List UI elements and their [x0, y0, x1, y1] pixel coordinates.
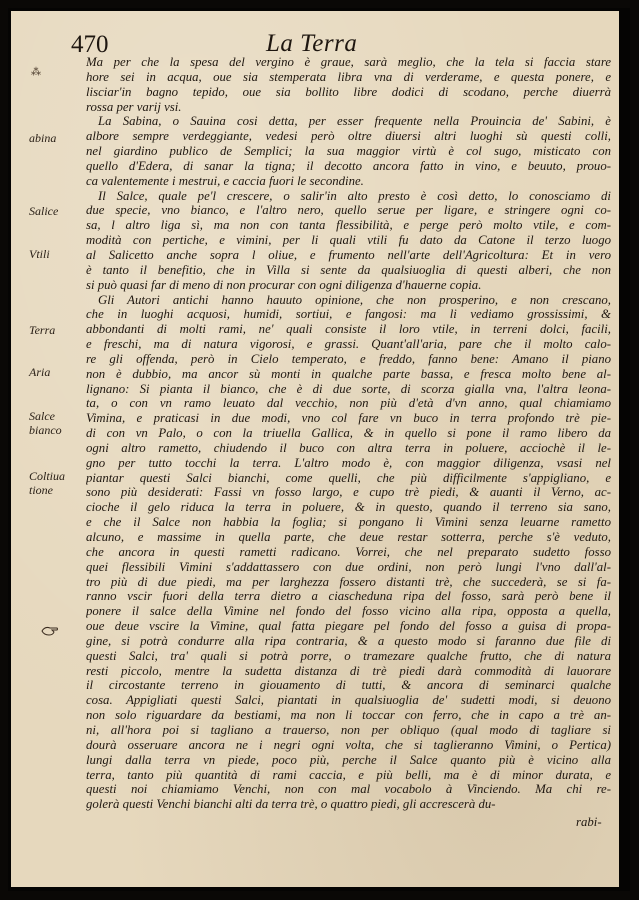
- text-line: ranno vscir fuori della terra dietro a ciascheduna ripa del fosso, sarà però bene il: [86, 589, 611, 604]
- text-line: ni, all'hora poi si tagliano a trauerso, non per obliquo (qual modo di tagliare si: [86, 722, 611, 737]
- text-line: ogni altro rametto, chiudendo il buco con altra terra in poluere, acciochè il le-: [86, 440, 611, 455]
- text-line: cioche il gelo riduca la terra in poluere, & in questo, quando il terreno sia sano,: [86, 500, 611, 515]
- text-line: ponere il salce della Vimine nel fondo del fosso vicino alla ripa, opposta a quella,: [86, 604, 611, 619]
- text-line: ta, o con vn ramo leuato dal vecchio, non più d'età d'vn anno, qual chiamiamo: [86, 396, 611, 411]
- book-page: [11, 11, 619, 887]
- text-line: quello d'Edera, di sanar la tigna; il decotto ancora fatto in vino, e beuuto, prouo-: [86, 158, 611, 173]
- text-line: che in luoghi acquosi, humidi, sortiui, e fangosi: ma li vediamo grossissimi, &: [86, 307, 611, 322]
- text-line: oue deue vscire la Vimine, qual fatta piegare pel fondo del fosso a guisa di propa-: [86, 619, 611, 634]
- text-line: il circostante terreno in giouamento di tutti, & ancora di seminarci qualche: [86, 678, 611, 693]
- text-line: si può quasi far di meno di non procurar con ogni diligenza d'hauerne copia.: [86, 277, 482, 292]
- text-line: re gli offenda, però in Cielo temperato, e freddo, fanno bene: Amano il piano: [86, 351, 611, 366]
- side-note-sabina: abina: [29, 131, 57, 145]
- text-line: resti piccolo, mentre la sudetta distanza di trè piedi darà commodità di lauorare: [86, 663, 611, 678]
- text-line: terra, tanto più quantità di rami caccia, e più belli, ma è di minor durata, e: [86, 767, 611, 782]
- text-line: rossa per varij vsi.: [86, 99, 182, 114]
- pointing-hand-ornament-icon: [41, 623, 59, 639]
- text-line: hore sei in acqua, oue sia stemperata libra vna di verderame, e questa ponere, e: [86, 69, 611, 84]
- side-note-terra: Terra: [29, 323, 56, 337]
- text-line: ca valentemente i mestrui, e caccia fuori le secondine.: [86, 173, 364, 188]
- text-line: due specie, vno bianco, e l'altro nero, quello serue per ligare, e stringere ogni co-: [86, 203, 611, 218]
- text-line: sa, l altro liga sì, ma non con tanta flessibilità, e perge però molto vtile, e com-: [86, 218, 611, 233]
- side-note-salce: Salce: [29, 409, 55, 423]
- text-line: di con vn Palo, o con la triuella Gallica, & in quello si pone il ramo libero da: [86, 426, 611, 441]
- text-line: golerà questi Venchi bianchi alti da terra trè, o quattro piedi, gli accrescerà du-: [86, 797, 496, 812]
- catchword: rabi-: [576, 815, 602, 829]
- text-line: e che il Salce non habbia la foglia; si pongano li Vimini senza leuarne rametto: [86, 515, 611, 530]
- text-line: non è dubbio, ma ancor sù monti in qualche parte bassa, e fresca molto bene al-: [86, 366, 611, 381]
- text-line: La Sabina, o Sauina cosi detta, per esser frequente nella Prouincia de' Sabini, è: [98, 114, 611, 129]
- page-number: 470: [71, 31, 109, 58]
- side-note-bianco: bianco: [29, 423, 62, 437]
- text-line: lungi dalla terra vn piede, poco più, perche il Salce quanto più è vicino alla: [86, 752, 611, 767]
- side-note-salice: Salice: [29, 204, 59, 218]
- text-line: Gli Autori antichi hanno hauuto opinione, che non prosperino, e non crescano,: [98, 292, 611, 307]
- text-line: non solo riguardare da bestiami, ma non li toccar con ferro, che in capo a trè an-: [86, 708, 611, 723]
- text-line: e freschi, ma di natura vigorosi, e grassi. Quant'all'aria, pare che il molto calo-: [86, 337, 611, 352]
- text-line: modità con pertiche, e vimini, per li quali vtili fu dato da Catone il terzo luogo: [86, 233, 611, 248]
- text-line: albore sempre verdeggiante, vedesi però oltre diuersi altri luoghi sù questi colli,: [86, 129, 611, 144]
- text-line: è tanto il benefitio, che in Villa si sente da qualsiuoglia di questi alberi, che non: [86, 262, 611, 277]
- text-line: lignano: Si pianta il bianco, che è di due sorte, di scorza gialla vna, l'altra leona-: [86, 381, 611, 396]
- text-line: abbondanti di molti rami, ne' quali consiste il loro vtile, in terreni dolci, facili,: [86, 322, 611, 337]
- text-line: gine, si potrà condurre alla ripa contraria, & a questo modo si faranno due file di: [86, 633, 611, 648]
- text-line: Ma per che la spesa del vergino è graue, sarà meglio, che la tela si faccia stare: [86, 55, 611, 69]
- text-line: piantar questi Salci bianchi, come quelli, che più difficilmente s'appigliano, e: [86, 470, 611, 485]
- text-line: Il Salce, quale pe'l crescere, o salir'in alto presto è così detto, lo conosciamo di: [98, 188, 611, 203]
- side-note-aria: Aria: [29, 365, 51, 379]
- side-note-coltiua: Coltiua: [29, 469, 66, 483]
- body-text: [86, 55, 611, 812]
- text-line: lisciar'in bagno tepido, oue sia bollito libre dodici di scodano, perche diuerrà: [86, 84, 611, 99]
- text-line: alcuno, e massime in quella parte, che deue restar sotterra, perche s'è veduto,: [86, 530, 611, 544]
- text-line: Vimina, e praticasi in due modi, vno col fare vn buco in terra profondo trè pie-: [86, 411, 611, 426]
- asterisk-ornament-icon: ⁂: [31, 67, 41, 78]
- side-note-utili: Vtili: [29, 247, 50, 261]
- text-line: sono più desiderati: Fassi vn fosso largo, e cupo trè piedi, & auanti il Verno, ac-: [86, 485, 611, 500]
- text-line: questi noi chiamiamo Venchi, non con mal vocabolo à Vinciendo. Ma chi re-: [86, 782, 611, 797]
- text-line: dourà osseruare ancora ne i negri ogni volta, che si taglieranno Vimini, o Pertica): [86, 737, 611, 752]
- text-line: che ancora in questi rametti radicano. Vorrei, che nel preparato sudetto fosso: [86, 544, 611, 559]
- running-title: La Terra: [266, 30, 358, 57]
- text-line: nel giardino publico de Semplici; la sua maggior virtù è col sugo, misticato con: [86, 144, 611, 159]
- text-line: questi Salci, tra' quali si potrà porre, o tramezare qualche frutto, che di natura: [86, 648, 611, 663]
- text-line: gno per tutto tocchi la terra. L'altro modo è, con maggior diligenza, vsasi nel: [86, 455, 611, 470]
- text-line: al Salicetto anche sopra l oliue, e frumento nell'arte dell'Agricoltura: Et in vero: [86, 247, 611, 262]
- text-line: cosa. Appigliati questi Salci, piantati in qualsiuoglia de' sudetti modi, si deuono: [86, 693, 611, 708]
- side-note-tione: tione: [29, 483, 53, 497]
- marginal-notes: [11, 11, 81, 887]
- text-line: tro più di due piedi, ma per larghezza fossero distanti trè, che succederà, se si fa-: [86, 574, 611, 589]
- text-line: quei flessibili Vimini s'addattassero con due ordini, non però lungi l'vno dall'al-: [86, 559, 611, 574]
